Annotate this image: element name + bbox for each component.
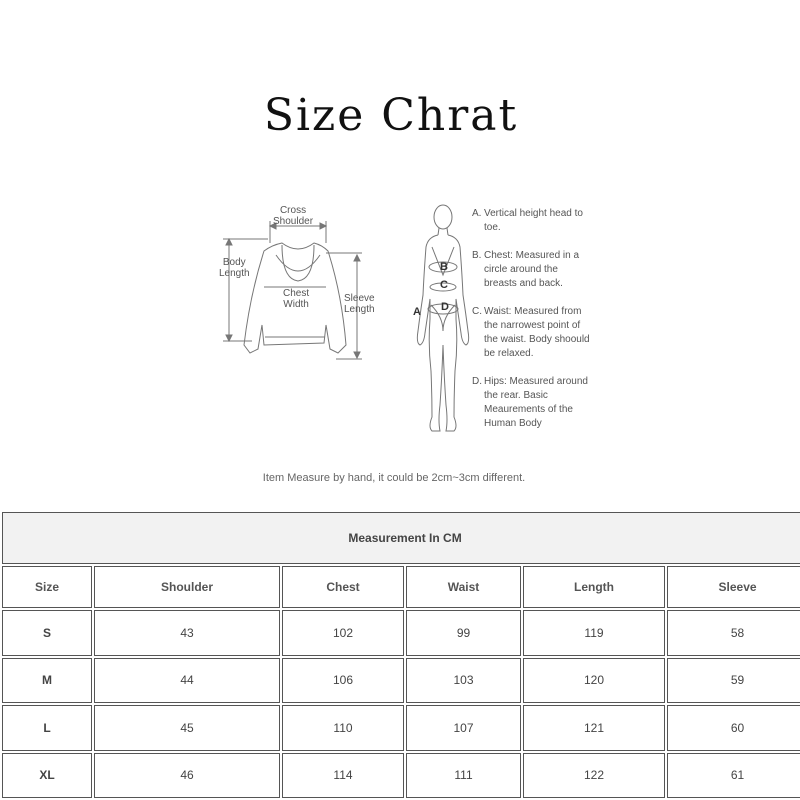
header-size: Size xyxy=(2,566,92,608)
header-shoulder: Shoulder xyxy=(94,566,280,608)
table-header-row xyxy=(2,566,800,608)
shoulder-cell: 43 xyxy=(94,610,280,656)
length-cell: 119 xyxy=(523,610,665,656)
measurement-notes xyxy=(472,207,592,445)
sleeve-length-label xyxy=(344,293,375,315)
header-length: Length xyxy=(523,566,665,608)
table-row xyxy=(2,610,800,656)
length-cell: 122 xyxy=(523,753,665,799)
body-letter-c: C xyxy=(440,279,448,291)
waist-cell: 103 xyxy=(406,658,521,704)
note-d xyxy=(472,375,590,431)
table-caption: Measurement In CM xyxy=(2,512,800,564)
note-b-key: B. xyxy=(472,250,482,261)
table-row xyxy=(2,658,800,704)
body-letter-b: B xyxy=(440,261,448,273)
cross-shoulder-label-line1: Cross xyxy=(279,205,307,216)
shoulder-cell: 44 xyxy=(94,658,280,704)
size-cell: S xyxy=(2,610,92,656)
sleeve-length-label-line1: Sleeve xyxy=(344,293,375,304)
body-letter-a: A xyxy=(413,306,421,318)
size-cell: L xyxy=(2,705,92,751)
body-length-label xyxy=(219,257,250,279)
body-letter-d: D xyxy=(441,301,449,313)
header-chest: Chest xyxy=(282,566,404,608)
size-cell: M xyxy=(2,658,92,704)
cross-shoulder-label xyxy=(273,205,313,227)
cross-shoulder-label-line2: Shoulder xyxy=(273,216,314,227)
length-cell: 120 xyxy=(523,658,665,704)
note-b-text: Chest: Measured in a circle around the breasts and back. xyxy=(484,250,580,289)
note-a-text: Vertical height head to toe. xyxy=(484,208,583,233)
diagram-illustration xyxy=(0,195,800,455)
shoulder-cell: 46 xyxy=(94,753,280,799)
note-c-text: Waist: Measured from the narrowest point of the waist. Body shoould be relaxed. xyxy=(484,306,590,359)
note-c-key: C. xyxy=(472,306,482,317)
body-length-label-line2: Length xyxy=(219,268,250,279)
chest-width-label xyxy=(283,288,309,310)
measurement-disclaimer: Item Measure by hand, it could be 2cm~3cm different. xyxy=(262,472,526,484)
sleeve-length-label-line2: Length xyxy=(344,304,375,315)
sleeve-cell: 61 xyxy=(667,753,800,799)
chest-width-label-line2: Width xyxy=(283,299,309,310)
header-sleeve: Sleeve xyxy=(667,566,800,608)
measurement-diagram xyxy=(0,195,800,455)
shoulder-cell: 45 xyxy=(94,705,280,751)
body-length-label-line1: Body xyxy=(222,257,246,268)
chest-cell: 114 xyxy=(282,753,404,799)
sleeve-cell: 58 xyxy=(667,610,800,656)
human-figure-illustration xyxy=(417,205,468,431)
note-b xyxy=(472,249,590,291)
size-cell: XL xyxy=(2,753,92,799)
note-c xyxy=(472,305,590,361)
page-title: Size Chrat xyxy=(263,90,519,141)
size-table xyxy=(0,510,800,800)
sleeve-cell: 59 xyxy=(667,658,800,704)
chest-width-label-line1: Chest xyxy=(283,288,310,299)
waist-cell: 111 xyxy=(406,753,521,799)
chest-cell: 106 xyxy=(282,658,404,704)
chest-cell: 102 xyxy=(282,610,404,656)
waist-cell: 107 xyxy=(406,705,521,751)
sleeve-cell: 60 xyxy=(667,705,800,751)
chest-cell: 110 xyxy=(282,705,404,751)
header-waist: Waist xyxy=(406,566,521,608)
table-row xyxy=(2,705,800,751)
note-a xyxy=(472,207,590,235)
note-a-key: A. xyxy=(472,208,482,219)
table-row xyxy=(2,753,800,799)
waist-cell: 99 xyxy=(406,610,521,656)
note-d-text: Hips: Measured around the rear. Basic Meaurements of the Human Body xyxy=(484,376,588,429)
length-cell: 121 xyxy=(523,705,665,751)
note-d-key: D. xyxy=(472,376,482,387)
